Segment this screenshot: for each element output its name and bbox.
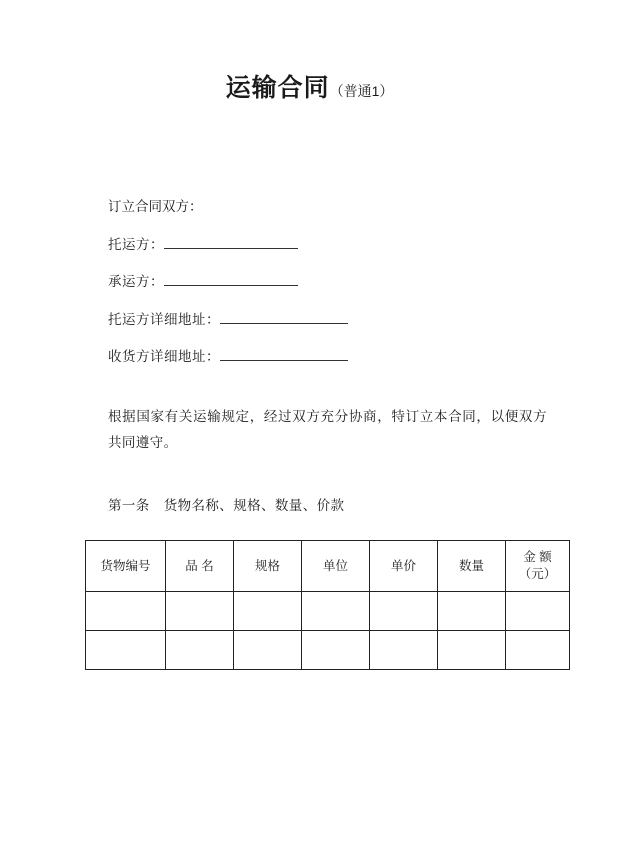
- field-carrier-input[interactable]: [164, 272, 298, 286]
- goods-cell[interactable]: [234, 631, 302, 670]
- goods-table-header-cell: 品 名: [166, 541, 234, 592]
- goods-cell[interactable]: [302, 592, 370, 631]
- goods-cell[interactable]: [166, 592, 234, 631]
- document-page: [0, 68, 619, 868]
- field-shipper-address: [108, 310, 547, 327]
- document-title-sub: （普通1）: [329, 83, 394, 99]
- field-shipper-address-input[interactable]: [220, 310, 348, 324]
- document-body: [0, 200, 619, 514]
- goods-cell[interactable]: [86, 631, 166, 670]
- document-title-main: 运输合同: [225, 74, 330, 102]
- goods-cell[interactable]: [86, 592, 166, 631]
- field-consignee-address-input[interactable]: [220, 347, 348, 361]
- goods-table-header-amount-line1: 金 额: [523, 550, 552, 565]
- goods-table-header-cell: 规格: [234, 541, 302, 592]
- table-row: [86, 631, 570, 670]
- field-consignee-address: [108, 347, 547, 364]
- goods-table-header-row: [86, 541, 570, 592]
- clause-one-title: 货物名称、规格、数量、价款: [163, 498, 345, 514]
- goods-cell[interactable]: [370, 592, 438, 631]
- field-shipper-label: 托运方：: [108, 236, 164, 252]
- field-carrier-label: 承运方：: [108, 274, 164, 289]
- field-shipper-address-label: 托运方详细地址：: [108, 311, 220, 327]
- parties-heading: 订立合同双方：: [108, 199, 203, 214]
- goods-table-wrapper: [0, 540, 619, 670]
- goods-cell[interactable]: [506, 631, 570, 670]
- goods-table-header-cell: 数量: [438, 541, 506, 592]
- field-shipper: [108, 235, 547, 252]
- intro-paragraph: 根据国家有关运输规定，经过双方充分协商，特订立本合同，以便双方共同遵守。: [108, 408, 547, 450]
- goods-cell[interactable]: [234, 592, 302, 631]
- clause-one-heading: [108, 494, 547, 514]
- goods-table-header-cell: 单位: [302, 541, 370, 592]
- clause-one-number: 第一条: [108, 498, 150, 514]
- goods-cell[interactable]: [506, 592, 570, 631]
- goods-table-header-cell: 单价: [370, 541, 438, 592]
- goods-table-body: [86, 592, 570, 670]
- goods-table-header-cell: 货物编号: [86, 541, 166, 592]
- goods-table: [85, 540, 570, 670]
- field-shipper-input[interactable]: [164, 235, 298, 249]
- goods-table-head: [86, 541, 570, 592]
- goods-table-header-amount-line2: （元）: [518, 567, 557, 582]
- goods-table-header-cell-amount: [506, 541, 570, 592]
- table-row: [86, 592, 570, 631]
- document-title: [0, 68, 619, 104]
- goods-cell[interactable]: [438, 631, 506, 670]
- goods-cell[interactable]: [438, 592, 506, 631]
- goods-cell[interactable]: [302, 631, 370, 670]
- goods-cell[interactable]: [370, 631, 438, 670]
- field-consignee-address-label: 收货方详细地址：: [108, 349, 220, 364]
- field-carrier: [108, 272, 547, 289]
- goods-cell[interactable]: [166, 631, 234, 670]
